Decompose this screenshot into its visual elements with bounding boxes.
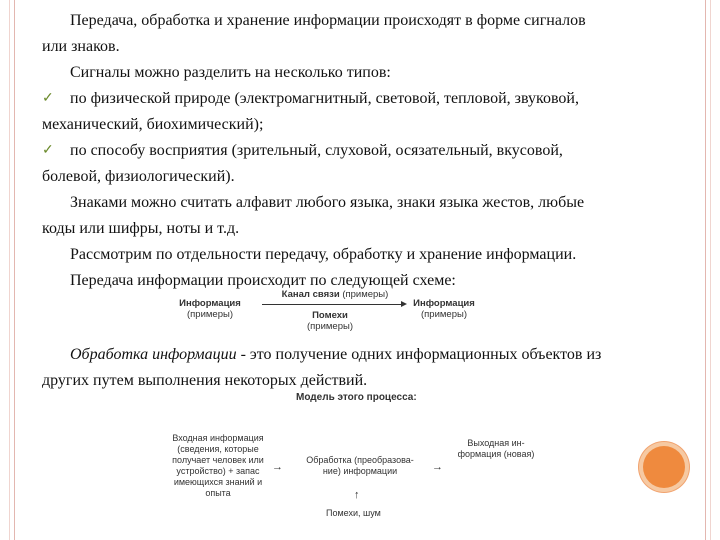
slide-body <box>42 8 682 294</box>
output-node: Выходная ин- формация (новая) <box>457 438 535 459</box>
model-title: Модель этого процесса: <box>296 392 417 403</box>
bullet-text: по физической природе (электромагнитный, световой, тепловой, звуковой, <box>70 90 579 107</box>
arrow-up-icon: ↑ <box>354 489 360 501</box>
paragraph-line: болевой, физиологический). <box>42 168 235 185</box>
processing-paragraph <box>42 342 682 394</box>
receiver-node: Информация (примеры) <box>413 298 475 320</box>
paragraph-line: Рассмотрим по отдельности передачу, обработку и хранение информации. <box>70 246 577 263</box>
channel-label: Канал связи (примеры) <box>281 289 389 300</box>
bullet-item <box>42 138 682 164</box>
paragraph-line: Знаками можно считать алфавит любого языка, знаки языка жестов, любые <box>70 194 585 211</box>
frame-line-outer-right <box>710 0 711 540</box>
frame-line-left <box>14 0 15 540</box>
paragraph-line: или знаков. <box>42 38 120 55</box>
noise-label: Помехи, шум <box>326 508 381 518</box>
paragraph-line: Передача информации происходит по следующей схеме: <box>70 272 456 289</box>
decorative-circle <box>643 446 685 488</box>
paragraph-line: коды или шифры, ноты и т.д. <box>42 220 240 237</box>
bullet-item <box>42 86 682 112</box>
paragraph-line: Передача, обработка и хранение информации происходят в форме сигналов <box>70 12 586 29</box>
bullet-text: по способу восприятия (зрительный, слуховой, осязательный, вкусовой, <box>70 142 563 159</box>
source-node: Информация (примеры) <box>179 298 241 320</box>
check-icon: ✓ <box>42 143 54 158</box>
frame-line-outer-left <box>9 0 10 540</box>
arrow-right-icon: → <box>272 461 283 473</box>
paragraph-line: других путем выполнения некоторых действий. <box>42 372 368 389</box>
input-node: Входная информация (сведения, которые получает человек или устройство) + запас имеющихся знаний и опыта <box>172 433 264 498</box>
check-icon: ✓ <box>42 91 54 106</box>
arrow-right-icon: → <box>432 461 443 473</box>
paragraph-line: механический, биохимический); <box>42 116 264 133</box>
term-italic: Обработка информации <box>70 346 237 363</box>
channel-line <box>262 304 402 305</box>
paragraph-line: Сигналы можно разделить на несколько типов: <box>70 64 391 81</box>
frame-line-right <box>705 0 706 540</box>
process-node: Обработка (преобразова- ние) информации <box>306 455 414 476</box>
paragraph-line: Обработка информации - это получение одних информационных объектов из <box>70 346 602 363</box>
noise-node: Помехи (примеры) <box>307 310 353 332</box>
